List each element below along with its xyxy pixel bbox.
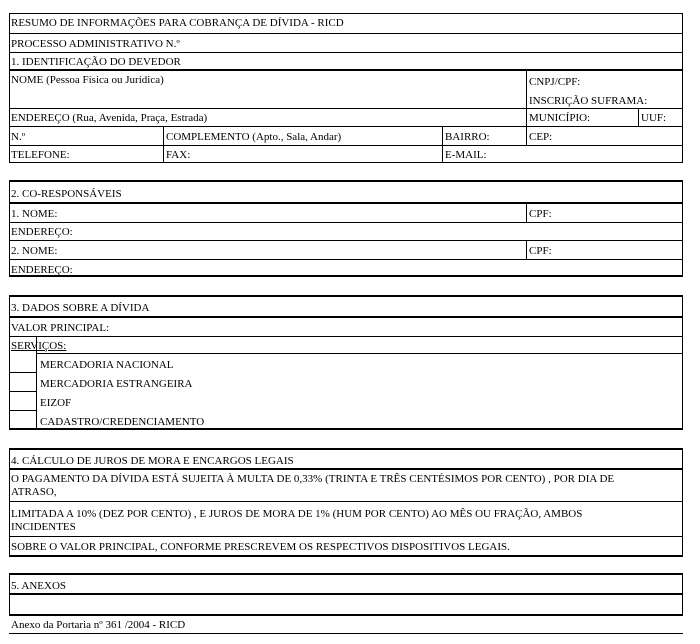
complemento-field[interactable]: COMPLEMENTO (Apto., Sala, Andar) <box>166 131 342 143</box>
juros-line-1b: ATRASO, <box>11 486 57 498</box>
servicos-label: SERVIÇOS: <box>11 340 67 352</box>
co-endereco-1-field[interactable]: ENDEREÇO: <box>11 226 73 238</box>
numero-field[interactable]: N.º <box>11 131 26 143</box>
co-endereco-2-field[interactable]: ENDEREÇO: <box>11 264 73 276</box>
cnpj-field[interactable]: CNPJ/CPF: <box>529 76 581 88</box>
checkbox-label-eizof[interactable]: EIZOF <box>40 397 72 409</box>
endereco-field[interactable]: ENDEREÇO (Rua, Avenida, Praça, Estrada) <box>11 112 208 124</box>
footer-note: Anexo da Portaria nº 361 /2004 - RICD <box>11 619 186 631</box>
fax-field[interactable]: FAX: <box>166 149 191 161</box>
municipio-field[interactable]: MUNICÍPIO: <box>529 112 591 124</box>
section-4-title: 4. CÁLCULO DE JUROS DE MORA E ENCARGOS LEGAIS <box>11 455 294 467</box>
section-2-title: 2. CO-RESPONSÁVEIS <box>11 188 122 200</box>
nome-field[interactable]: NOME (Pessoa Física ou Jurídica) <box>11 74 164 86</box>
form-title: RESUMO DE INFORMAÇÕES PARA COBRANÇA DE DÍVIDA - RICD <box>11 17 344 29</box>
cep-field[interactable]: CEP: <box>529 131 553 143</box>
section-1-title: 1. IDENTIFICAÇÃO DO DEVEDOR <box>11 56 181 68</box>
juros-line-1a: O PAGAMENTO DA DÍVIDA ESTÁ SUJEITA À MULTA DE 0,33% (TRINTA E TRÊS CENTÉSIMOS POR CENTO) , POR DIA DE <box>11 473 615 485</box>
processo-label: PROCESSO ADMINISTRATIVO N.º <box>11 38 180 50</box>
telefone-field[interactable]: TELEFONE: <box>11 149 70 161</box>
co-cpf-1-field[interactable]: CPF: <box>529 208 552 220</box>
co-nome-2-field[interactable]: 2. NOME: <box>11 245 58 257</box>
email-field[interactable]: E-MAIL: <box>445 149 487 161</box>
co-nome-1-field[interactable]: 1. NOME: <box>11 208 58 220</box>
bairro-field[interactable]: BAIRRO: <box>445 131 490 143</box>
checkbox-label-estrangeira[interactable]: MERCADORIA ESTRANGEIRA <box>40 378 193 390</box>
section-3-title: 3. DADOS SOBRE A DÍVIDA <box>11 302 150 314</box>
juros-line-2b: INCIDENTES <box>11 521 76 533</box>
juros-line-3: SOBRE O VALOR PRINCIPAL, CONFORME PRESCREVEM OS RESPECTIVOS DISPOSITIVOS LEGAIS. <box>11 541 510 553</box>
checkbox-label-cadastro[interactable]: CADASTRO/CREDENCIAMENTO <box>40 416 205 428</box>
valor-principal-field[interactable]: VALOR PRINCIPAL: <box>11 322 110 334</box>
uf-field[interactable]: UUF: <box>641 112 667 124</box>
checkbox-label-nacional[interactable]: MERCADORIA NACIONAL <box>40 359 174 371</box>
co-cpf-2-field[interactable]: CPF: <box>529 245 552 257</box>
section-5-title: 5. ANEXOS <box>11 580 67 592</box>
juros-line-2a: LIMITADA A 10% (DEZ POR CENTO) , E JUROS DE MORA DE 1% (HUM POR CENTO) AO MÊS OU FRAÇÃO, AMBOS <box>11 508 583 520</box>
suframa-field[interactable]: INSCRIÇÃO SUFRAMA: <box>529 95 648 107</box>
